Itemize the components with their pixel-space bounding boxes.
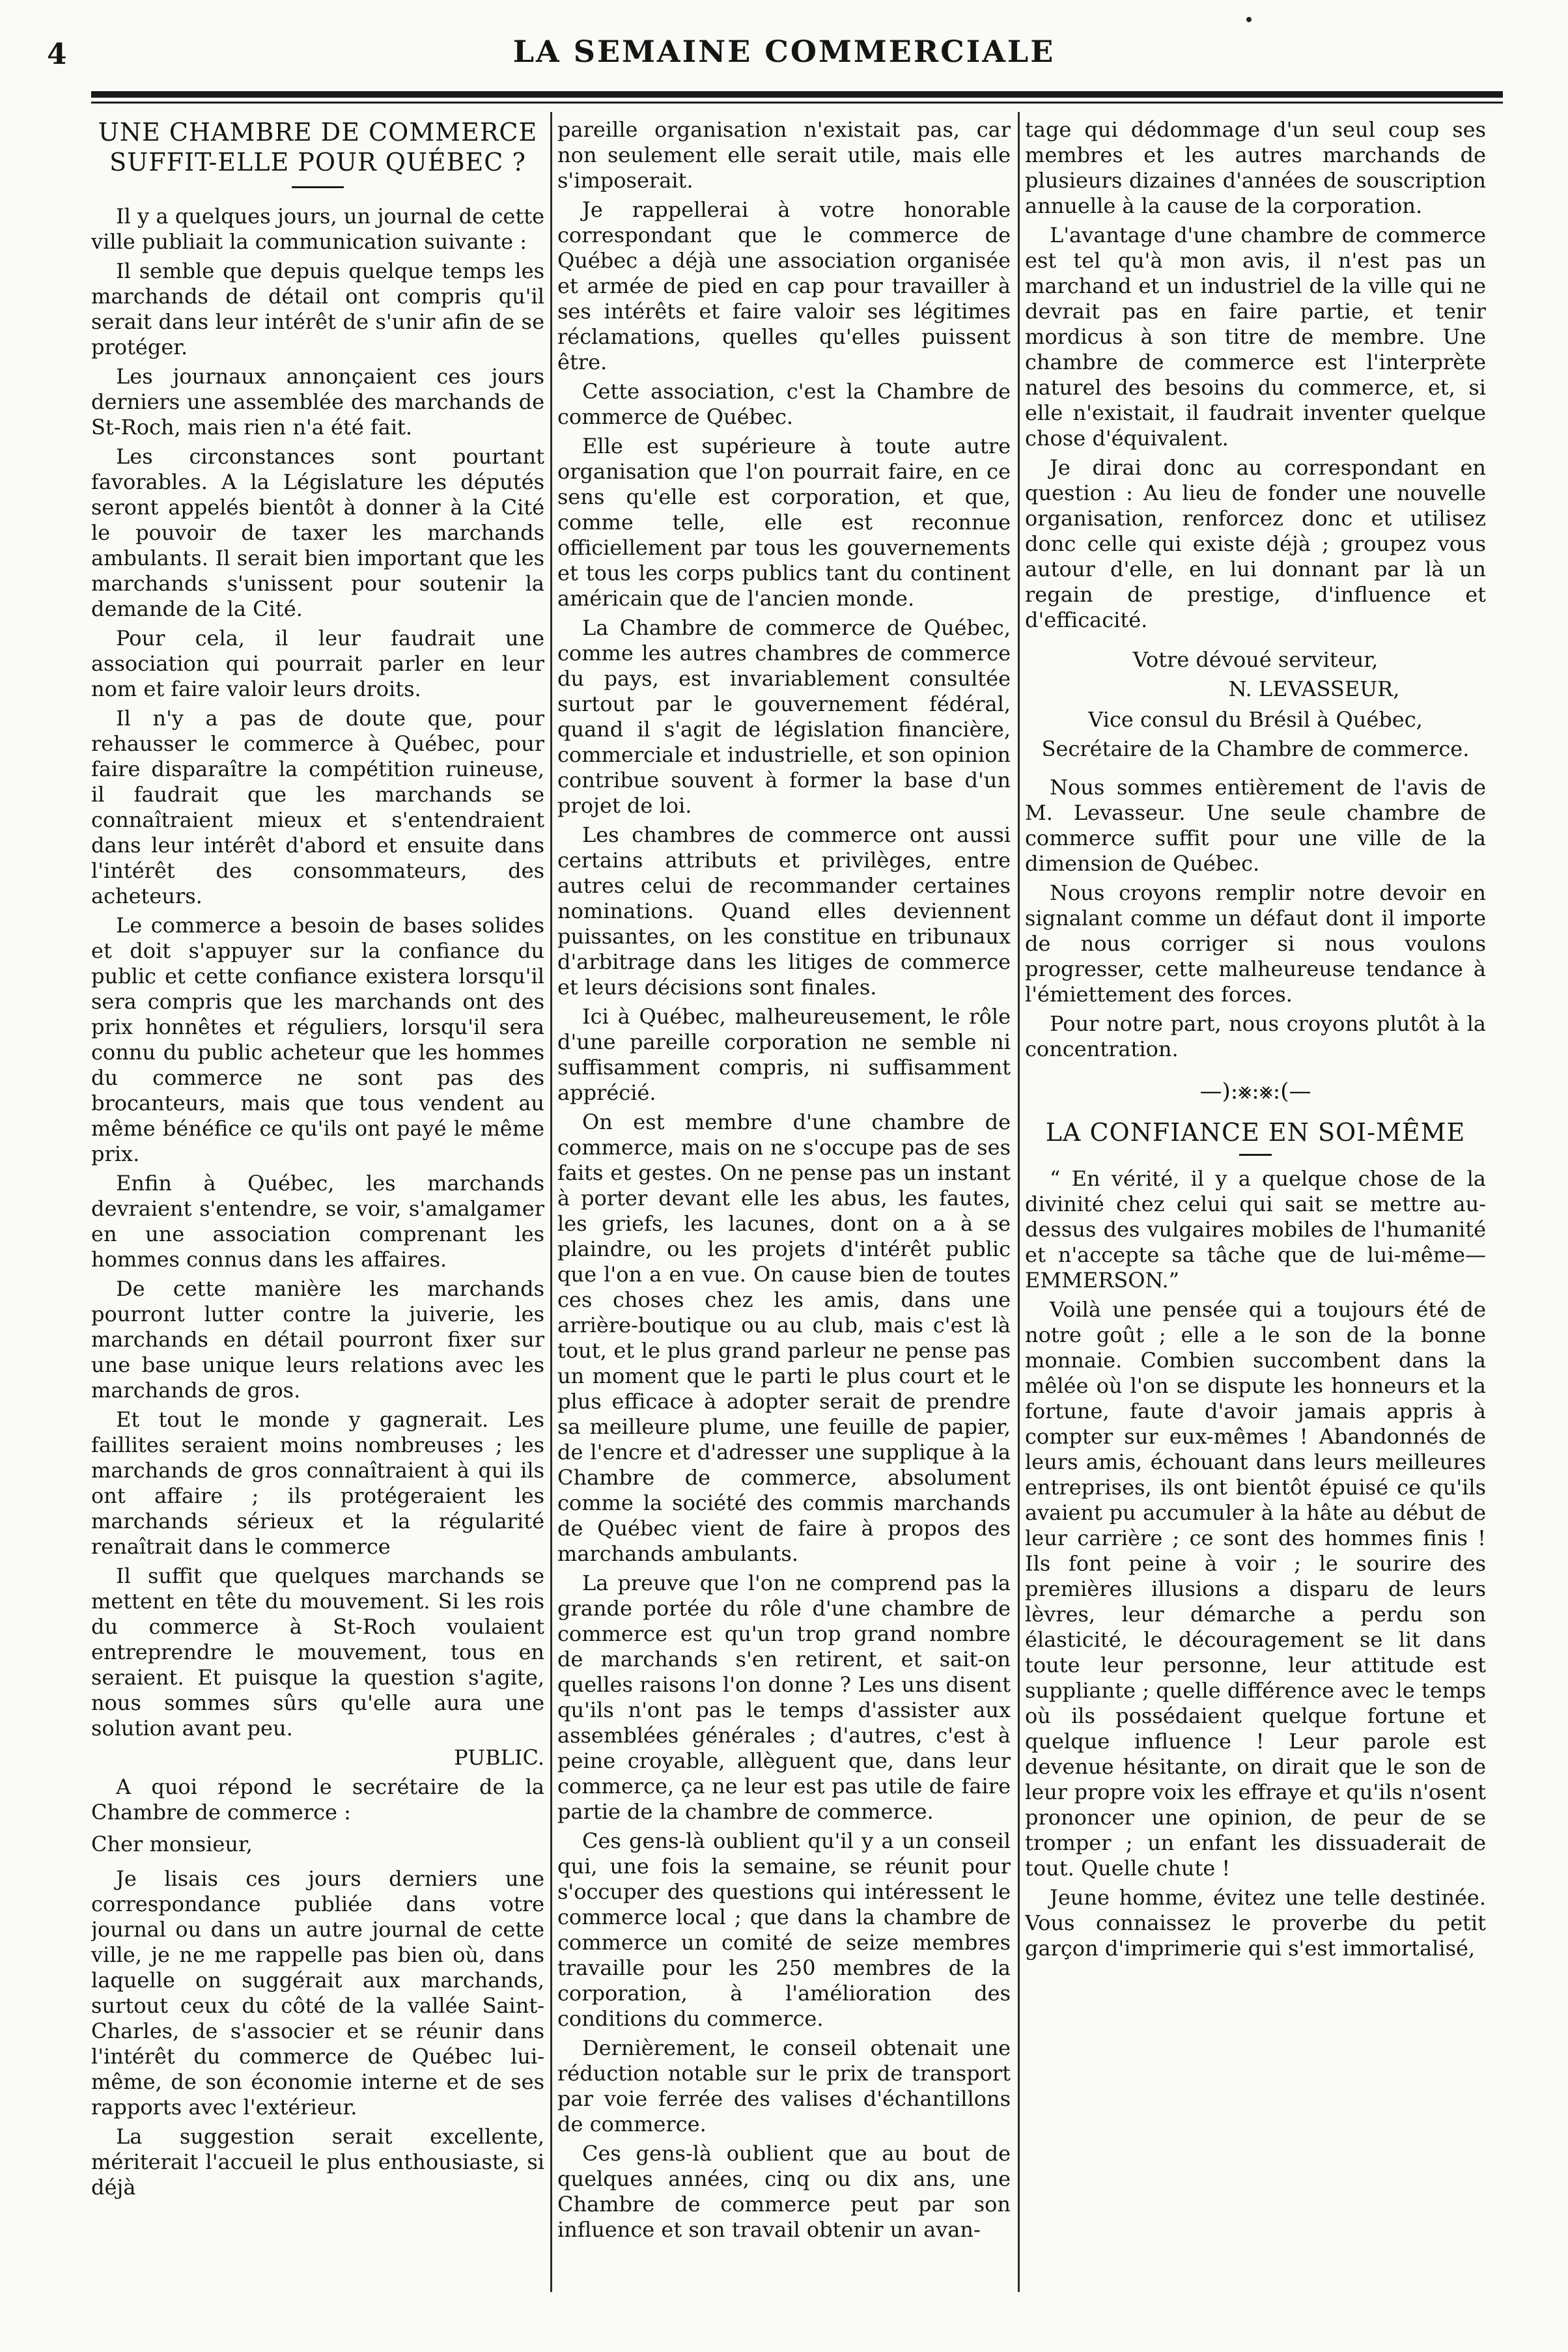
article-title: UNE CHAMBRE DE COMMERCE SUFFIT-ELLE POUR QUÉBEC ? xyxy=(98,118,538,176)
ink-speck xyxy=(1246,17,1252,22)
letter-paragraph: Dernièrement, le conseil obtenait une réduction notable sur le prix de transport par voie ferrée des valises d'échantillons de commerce. xyxy=(557,2036,1011,2136)
paragraph: Jeune homme, évitez une telle destinée. Vous connaissez le proverbe du petit garçon d'imprimerie qui s'est immortalisé, xyxy=(1025,1885,1486,1961)
column-divider xyxy=(550,112,552,2292)
quote-paragraph: Enfin à Québec, les marchands devraient s'entendre, se voir, s'amalgamer en une association comprenant les hommes connus dans les affaires. xyxy=(91,1171,544,1272)
column-1 xyxy=(91,117,544,2286)
editorial-paragraph: Nous croyons remplir notre devoir en signalant comme un défaut dont il importe de nous corriger si nous voulons progresser, cette malheureuse tendance à l'émiettement des forces. xyxy=(1025,880,1486,1007)
letter-paragraph: La preuve que l'on ne comprend pas la grande portée du rôle d'une chambre de commerce est qu'un trop grand nombre de marchands s'en retirent, et sait-on quelles raisons l'on donne ? Les uns disent qu'ils n'ont pas le temps d'assister aux assemblées générales ; d'autres, c'est à peine croyable, allèguent que, dans leur commerce, ça ne leur est pas utile de faire partie de la chambre de commerce. xyxy=(557,1571,1011,1824)
quote-paragraph: Et tout le monde y gagnerait. Les faillites seraient moins nombreuses ; les marchands de gros connaîtraient à qui ils ont affaire ; ils protégeraient les marchands sérieux et la régularité renaîtrait dans le commerce xyxy=(91,1407,544,1559)
quote-paragraph: Les journaux annonçaient ces jours derniers une assemblée des marchands de St-Roch, mais rien n'a été fait. xyxy=(91,364,544,440)
letter-paragraph: tage qui dédommage d'un seul coup ses membres et les autres marchands de plusieurs dizaines d'années de souscription annuelle à la cause de la corporation. xyxy=(1025,117,1486,218)
column-divider xyxy=(1018,112,1020,2292)
title-rule xyxy=(292,186,344,188)
header-rule-thick xyxy=(91,91,1503,98)
quote-paragraph: Il semble que depuis quelque temps les marchands de détail ont compris qu'il serait dans leur intérêt de s'unir afin de se protéger. xyxy=(91,259,544,359)
quote-paragraph: De cette manière les marchands pourront lutter contre la juiverie, les marchands en détail pourront fixer sur une base unique leurs relations avec les marchands de gros. xyxy=(91,1276,544,1403)
editorial-paragraph: Nous sommes entièrement de l'avis de M. Levasseur. Une seule chambre de commerce suffit pour une ville de la dimension de Québec. xyxy=(1025,775,1486,876)
signer-title: Secrétaire de la Chambre de commerce. xyxy=(1041,736,1470,761)
letter-paragraph: L'avantage d'une chambre de commerce est tel qu'à mon avis, il n'est pas un marchand et un industriel de la ville qui ne devrait pas en faire partie, et tenir mordicus à son titre de membre. Une chambre de commerce est l'interprète naturel des besoins du commerce, et, si elle n'existait, il faudrait inventer quelque chose d'équivalent. xyxy=(1025,223,1486,451)
signature: PUBLIC. xyxy=(454,1745,544,1770)
column-2 xyxy=(557,117,1011,2286)
quote-paragraph: Pour cela, il leur faudrait une association qui pourrait parler en leur nom et faire valoir leurs droits. xyxy=(91,626,544,701)
quote-paragraph: Il suffit que quelques marchands se mettent en tête du mouvement. Si les rois du commerce à St-Roch voulaient entreprendre le mouvement, tous en seraient. Et puisque la question s'agite, nous sommes sûrs qu'elle aura une solution avant peu. xyxy=(91,1563,544,1741)
letter-paragraph: La suggestion serait excellente, mériterait l'accueil le plus enthousiaste, si déjà xyxy=(91,2124,544,2200)
letter-paragraph: Les chambres de commerce ont aussi certains attributs et privilèges, entre autres celui de recommander certaines nominations. Quand elles deviennent puissantes, on les constitue en tribunaux d'arbitrage dans les litiges de commerce et leurs décisions sont finales. xyxy=(557,822,1011,1000)
letter-paragraph: Je dirai donc au correspondant en question : Au lieu de fonder une nouvelle organisation, renforcez donc et utilisez donc celle qui existe déjà ; groupez vous autour d'elle, en lui donnant par là un regain de prestige, d'influence et d'efficacité. xyxy=(1025,455,1486,632)
editorial-paragraph: Pour notre part, nous croyons plutôt à la concentration. xyxy=(1025,1011,1486,1061)
letter-paragraph: Ici à Québec, malheureusement, le rôle d'une pareille corporation ne semble ni suffisamment compris, ni suffisamment apprécié. xyxy=(557,1004,1011,1105)
page-number: 4 xyxy=(47,38,67,71)
salutation: Cher monsieur, xyxy=(91,1832,253,1856)
signer-title: Vice consul du Brésil à Québec, xyxy=(1088,707,1423,732)
paragraph: Voilà une pensée qui a toujours été de notre goût ; elle a le son de la bonne monnaie. Combien succombent dans la mêlée où l'on se dispute les honneurs et la fortune, faute d'avoir jamais appris à compter sur eux-mêmes ! Abandonnés de leurs amis, échouant dans leurs meilleures entreprises, ils ont bientôt épuisé ce qu'ils avaient pu accumuler à la hâte au début de leur carrière ; ce sont des hommes finis ! Ils font peine à voir ; le sourire des premières illusions a disparu de leurs lèvres, leur démarche a perdu son élasticité, le découragement se lit dans toute leur personne, leur attitude est suppliante ; quelle différence avec le temps où ils possédaient quelque fortune et quelque influence ! Leur parole est devenue hésitante, on dirait que le son de leur propre voix les effraye et qu'ils n'osent prononcer une opinion, de peur de se tromper ; un enfant les dissuaderait de tout. Quelle chute ! xyxy=(1025,1297,1486,1881)
letter-paragraph: Ces gens-là oublient que au bout de quelques années, cinq ou dix ans, une Chambre de commerce peut par son influence et son travail obtenir un avan- xyxy=(557,2141,1011,2242)
article-title: LA CONFIANCE EN SOI-MÊME xyxy=(1045,1118,1466,1147)
closing: Votre dévoué serviteur, xyxy=(1132,647,1379,672)
quote-paragraph: Le commerce a besoin de bases solides et doit s'appuyer sur la confiance du public et cette confiance existera lorsqu'il sera compris que les marchands ont des prix honnêtes et réguliers, lorsqu'il sera connu du public acheteur que les hommes du commerce ne sont pas des brocanteurs, mais que tous vendent au même bénéfice ce qu'ils ont payé le même prix. xyxy=(91,913,544,1166)
section-ornament: —):⨳:⨳:(— xyxy=(1199,1078,1311,1104)
letter-paragraph: Cette association, c'est la Chambre de commerce de Québec. xyxy=(557,379,1011,429)
letter-paragraph: Elle est supérieure à toute autre organisation que l'on pourrait faire, en ce sens qu'elle est corporation, et que, comme telle, elle est reconnue officiellement par tous les gouvernements et tous les corps publics tant du continent américain que de l'ancien monde. xyxy=(557,434,1011,611)
quote-paragraph: Les circonstances sont pourtant favorables. A la Législature les députés seront appelés bientôt à donner à la Cité le pouvoir de taxer les marchands ambulants. Il serait bien important que les marchands s'unissent pour soutenir la demande de la Cité. xyxy=(91,444,544,621)
letter-paragraph: Ces gens-là oublient qu'il y a un conseil qui, une fois la semaine, se réunit pour s'occuper des questions qui intéressent le commerce local ; que dans la chambre de commerce un comité de seize membres travaille pour les 250 membres de la corporation, à l'amélioration des conditions du commerce. xyxy=(557,1828,1011,2031)
paragraph: Il y a quelques jours, un journal de cette ville publiait la communication suivante : xyxy=(91,204,544,254)
quote-paragraph: Il n'y a pas de doute que, pour rehausser le commerce à Québec, pour faire disparaître la compétition ruineuse, il faudrait que les marchands se connaîtraient mieux et s'entendraient dans leur intérêt d'abord et ensuite dans l'intérêt des consommateurs, des acheteurs. xyxy=(91,706,544,908)
header-rule-thin xyxy=(91,102,1503,104)
letter-paragraph: La Chambre de commerce de Québec, comme les autres chambres de commerce du pays, est invariablement consultée surtout par le gouvernement fédéral, quand il s'agit de législation financière, commerciale et industrielle, et son opinion contribue souvent à former la base d'un projet de loi. xyxy=(557,615,1011,818)
paragraph: A quoi répond le secrétaire de la Chambre de commerce : xyxy=(91,1774,544,1825)
letter-paragraph: pareille organisation n'existait pas, car non seulement elle serait utile, mais elle s'imposerait. xyxy=(557,117,1011,193)
column-3 xyxy=(1025,117,1486,2286)
letter-paragraph: Je rappellerai à votre honorable correspondant que le commerce de Québec a déjà une association organisée et armée de pied en cap pour travailler à ses intérêts et faire valoir ses légitimes réclamations, quelles qu'elles puissent être. xyxy=(557,197,1011,374)
letter-paragraph: On est membre d'une chambre de commerce, mais on ne s'occupe pas de ses faits et gestes. On ne pense pas un instant à porter devant elle les abus, les fautes, les griefs, les lacunes, dont on a à se plaindre, ou les projets d'intérêt public que l'on a en vue. On cause bien de toutes ces choses chez les amis, dans une arrière-boutique ou au club, mais c'est là tout, et le plus grand parleur ne pense pas un moment que le parti le plus court et le plus efficace à adopter serait de prendre sa meilleure plume, une feuille de papier, de l'encre et d'adresser une supplique à la Chambre de commerce, absolument comme la société des commis marchands de Québec vient de faire à propos des marchands ambulants. xyxy=(557,1110,1011,1566)
epigraph: “ En vérité, il y a quelque chose de la divinité chez celui qui sait se mettre au-dessus des vulgaires mobiles de l'humanité et n'accepte sa tâche que de lui-même—EMMERSON.” xyxy=(1025,1166,1486,1293)
masthead: LA SEMAINE COMMERCIALE xyxy=(512,34,1056,69)
letter-paragraph: Je lisais ces jours derniers une correspondance publiée dans votre journal ou dans un autre journal de cette ville, je ne me rappelle pas bien où, dans laquelle on suggérait aux marchands, surtout ceux du côté de la vallée Saint-Charles, de s'associer et se réunir dans l'intérêt du commerce de Québec lui-même, de son économie interne et de ses rapports avec l'extérieur. xyxy=(91,1866,544,2120)
title-rule xyxy=(1239,1154,1272,1156)
signer-name: N. LEVASSEUR, xyxy=(1228,677,1400,701)
